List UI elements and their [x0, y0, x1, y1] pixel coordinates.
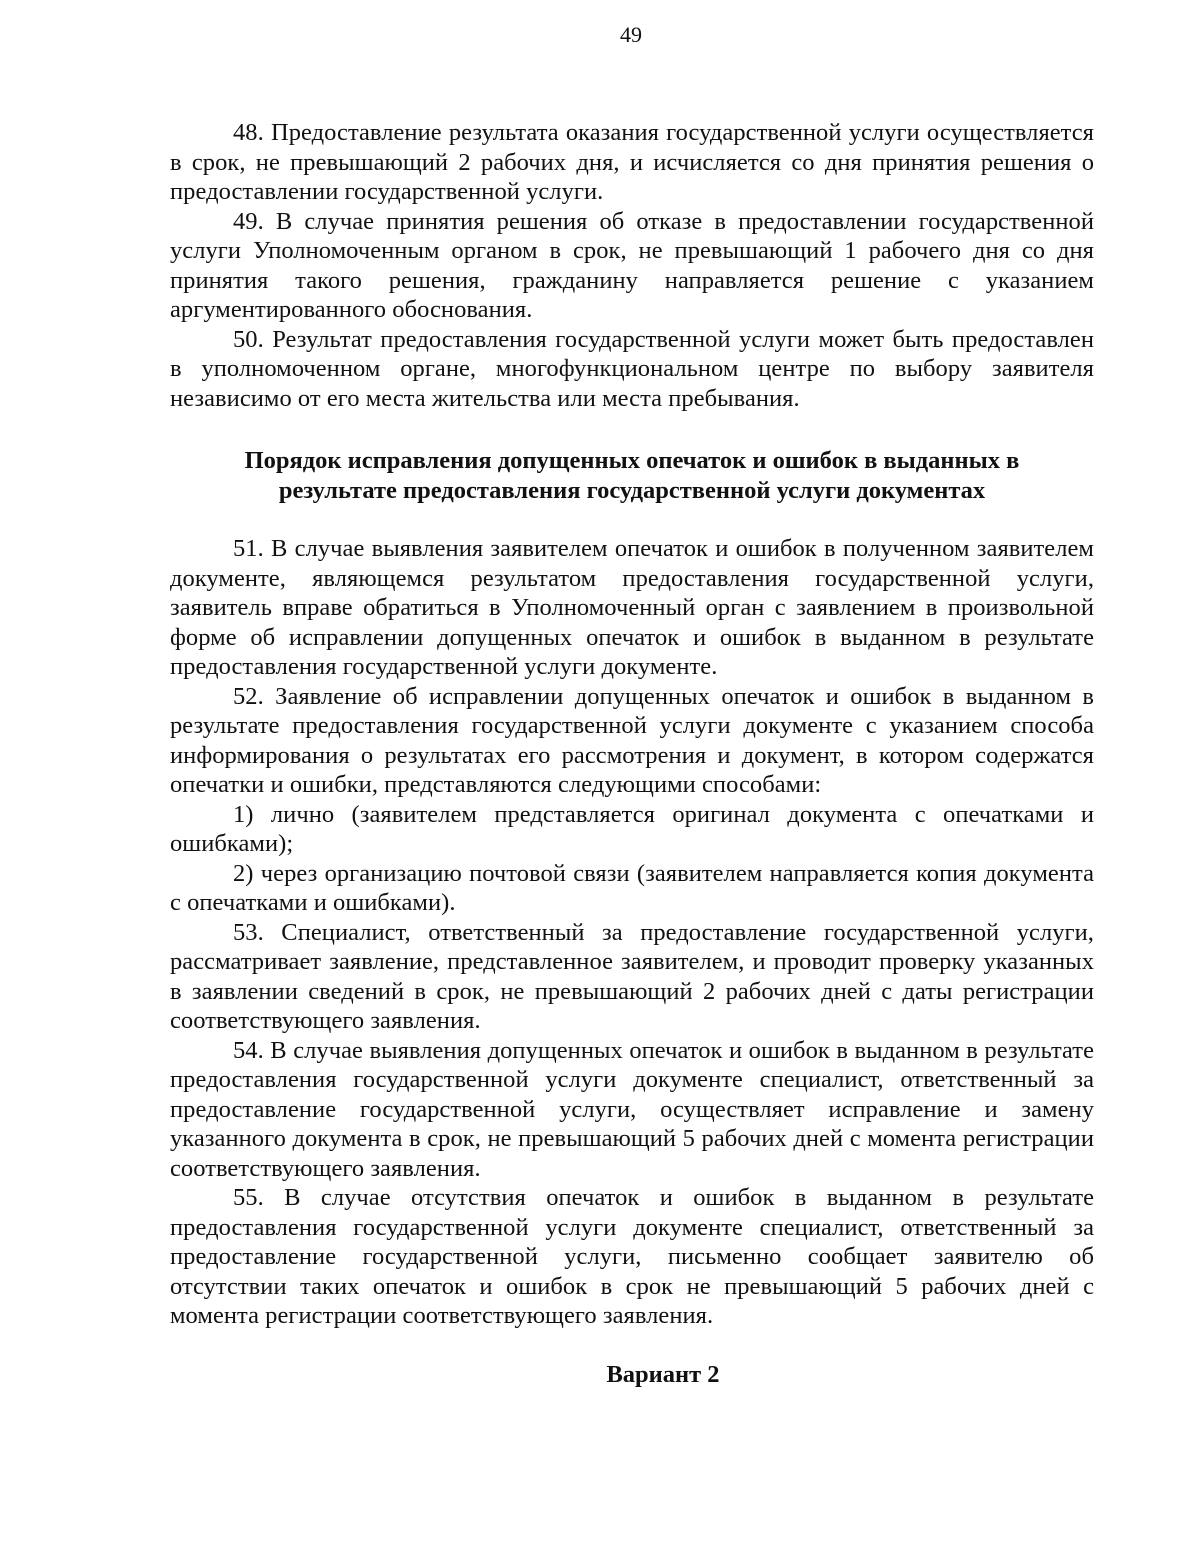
variant-heading: Вариант 2: [606, 1361, 720, 1388]
page-number: 49: [620, 22, 642, 47]
paragraph-48: 48. Предоставление результата оказания государственной услуги осуществляется в срок, не превышающий 2 рабочих дня, и исчисляется со дня принятия решения о предоставлении государственной услуги.: [170, 119, 1094, 205]
paragraph-50: 50. Результат предоставления государственной услуги может быть предоставлен в уполномоченном органе, многофункциональном центре по выбору заявителя независимо от его места жительства или места пребывания.: [170, 325, 1094, 412]
paragraph-52: 52. Заявление об исправлении допущенных опечаток и ошибок в выданном в результате предоставления государственной услуги документе с указанием способа информирования о результатах его рассмотрения и документ, в котором содержатся опечатки и ошибки, представляются следующими способами:: [170, 682, 1094, 798]
section-2-body: [170, 534, 1094, 1331]
section-2-heading-line-1: Порядок исправления допущенных опечаток и ошибок в выданных в: [244, 447, 1020, 474]
paragraph-49: 49. В случае принятия решения об отказе в предоставлении государственной услуги Уполномоченным органом в срок, не превышающий 1 рабочего дня со дня принятия такого решения, гражданину направляется решение с указанием аргументированного обоснования.: [170, 207, 1094, 323]
paragraph-51: 51. В случае выявления заявителем опечаток и ошибок в полученном заявителем документе, являющемся результатом предоставления государственной услуги, заявитель вправе обратиться в Уполномоченный орган с заявлением в произвольной форме об исправлении допущенных опечаток и ошибок в выданном в результате предоставления государственной услуги документе.: [170, 535, 1094, 680]
paragraph-53: 53. Специалист, ответственный за предоставление государственной услуги, рассматривает заявление, представленное заявителем, и проводит проверку указанных в заявлении сведений в срок, не превышающий 2 рабочих дней с даты регистрации соответствующего заявления.: [170, 918, 1094, 1034]
list-item-2: 2) через организацию почтовой связи (заявителем направляется копия документа с опечатками и ошибками).: [170, 859, 1094, 916]
list-item-1: 1) лично (заявителем представляется оригинал документа с опечатками и ошибками);: [170, 800, 1094, 857]
section-2-heading-line-2: результате предоставления государственной услуги документах: [278, 477, 986, 504]
section-1-body: [170, 118, 1094, 413]
paragraph-54: 54. В случае выявления допущенных опечаток и ошибок в выданном в результате предоставления государственной услуги документе специалист, ответственный за предоставление государственной услуги, осуществляет исправление и замену указанного документа в срок, не превышающий 5 рабочих дней с момента регистрации соответствующего заявления.: [170, 1036, 1094, 1182]
paragraph-55: 55. В случае отсутствия опечаток и ошибок в выданном в результате предоставления государственной услуги документе специалист, ответственный за предоставление государственной услуги, письменно сообщает заявителю об отсутствии таких опечаток и ошибок в срок не превышающий 5 рабочих дней с момента регистрации соответствующего заявления.: [170, 1184, 1094, 1329]
section-2-heading: [170, 446, 1094, 506]
